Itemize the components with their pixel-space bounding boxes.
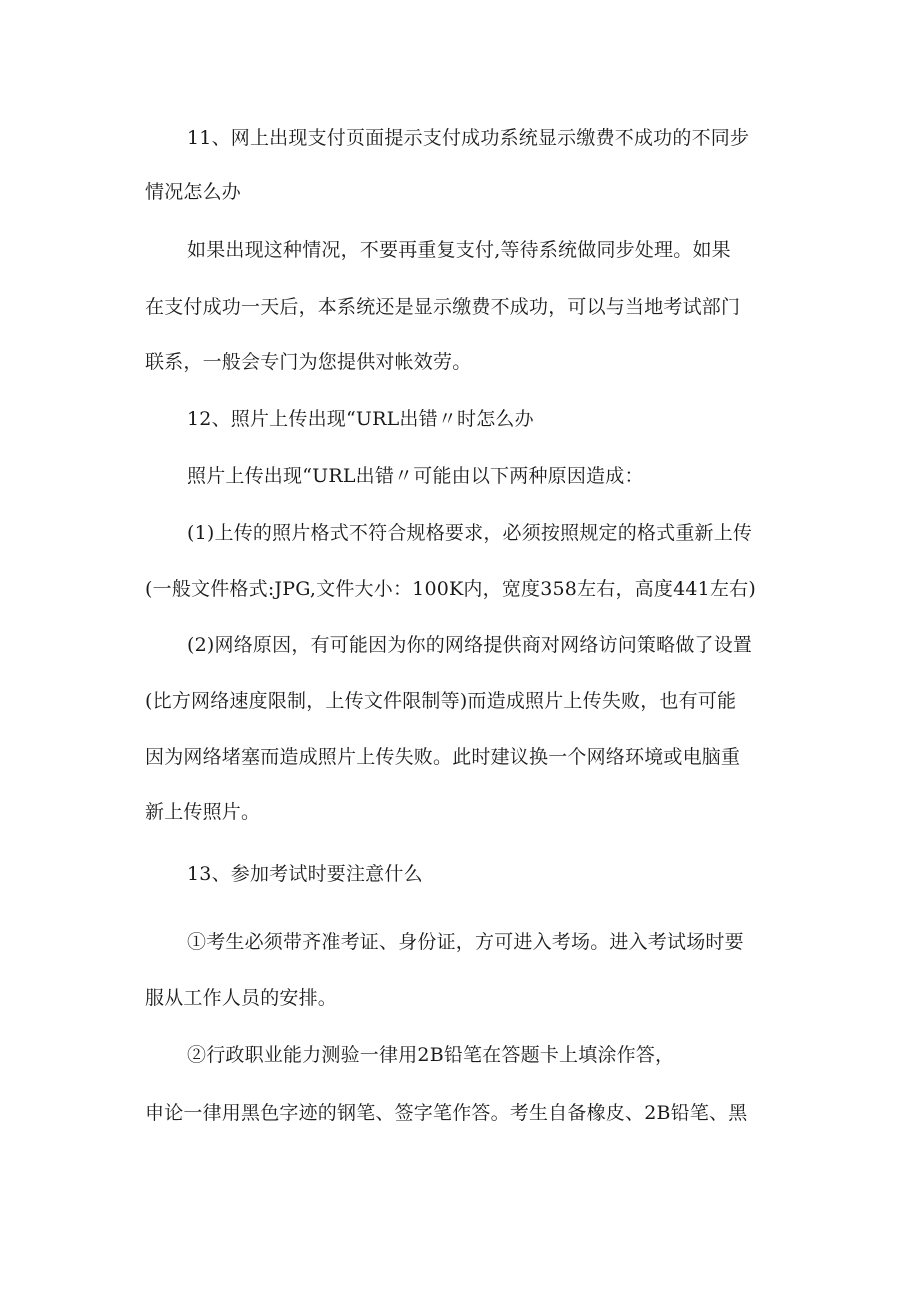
- heading-q11-cont: 情况怎么办: [145, 181, 242, 203]
- paragraph-line: 如果出现这种情况，不要再重复支付,等待系统做同步处理。如果: [187, 239, 731, 261]
- paragraph-line: (一般文件格式:JPG,文件大小：100K内，宽度358左右，高度441左右): [145, 578, 756, 600]
- paragraph-line: ②行政职业能力测验一律用2B铅笔在答题卡上填涂作答，: [187, 1044, 675, 1066]
- heading-q13: 13、参加考试时要注意什么: [187, 863, 423, 885]
- paragraph-line: 新上传照片。: [145, 801, 261, 823]
- paragraph-line: 在支付成功一天后，本系统还是显示缴费不成功，可以与当地考试部门: [145, 296, 741, 318]
- paragraph-line: (2)网络原因，有可能因为你的网络提供商对网络访问策略做了设置: [187, 634, 753, 656]
- paragraph-line: 申论一律用黑色字迹的钢笔、签字笔作答。考生自备橡皮、2B铅笔、黑: [145, 1102, 748, 1124]
- heading-q11: 11、网上出现支付页面提示支付成功系统显示缴费不成功的不同步: [187, 127, 750, 149]
- paragraph-line: 照片上传出现“URL出错〃可能由以下两种原因造成：: [187, 465, 644, 487]
- paragraph-line: 因为网络堵塞而造成照片上传失败。此时建议换一个网络环境或电脑重: [145, 746, 741, 768]
- heading-q12: 12、照片上传出现“URL出错〃时怎么办: [187, 408, 534, 430]
- paragraph-line: 服从工作人员的安排。: [145, 987, 338, 1009]
- paragraph-line: (比方网络速度限制，上传文件限制等)而造成照片上传失败，也有可能: [145, 690, 737, 712]
- paragraph-line: ①考生必须带齐准考证、身份证，方可进入考场。进入考试场时要: [187, 931, 744, 953]
- paragraph-line: (1)上传的照片格式不符合规格要求，必须按照规定的格式重新上传: [187, 522, 753, 544]
- paragraph-line: 联系，一般会专门为您提供对帐效劳。: [145, 351, 472, 373]
